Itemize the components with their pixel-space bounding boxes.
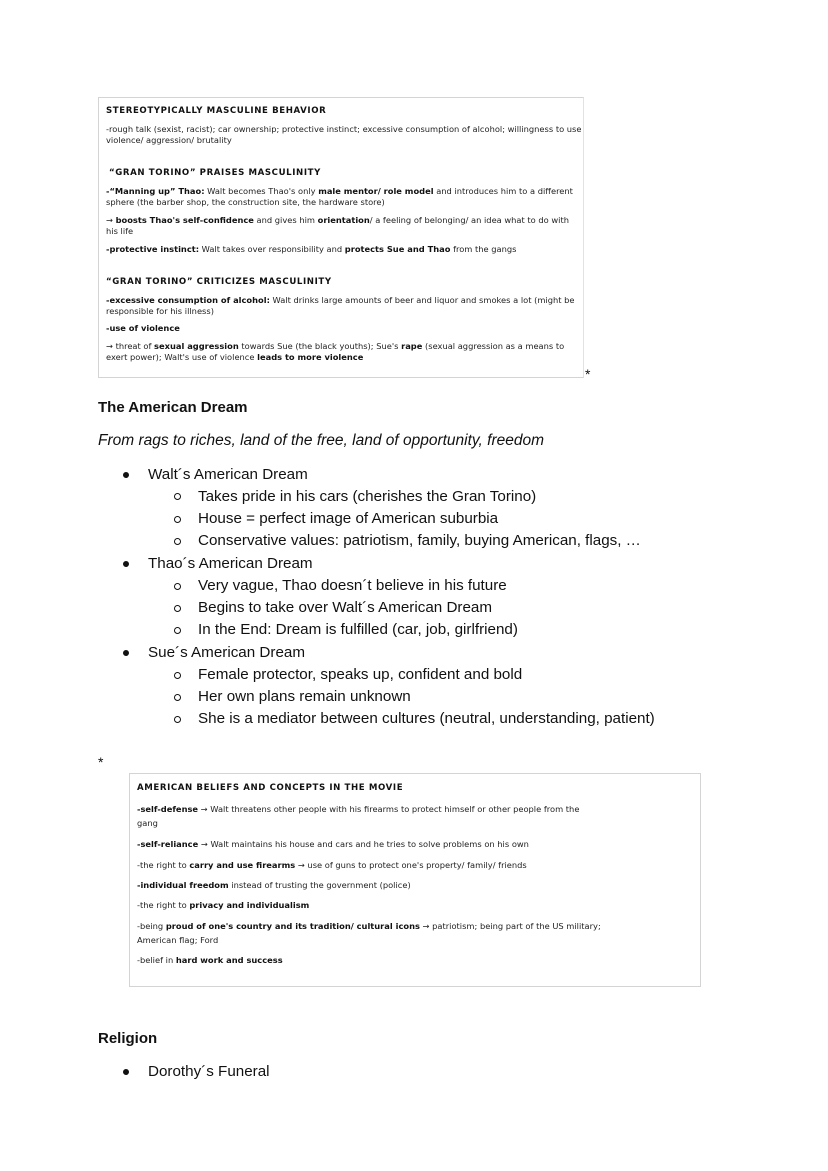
sub-list-item: Female protector, speaks up, confident and bold [198,666,523,683]
sub-list-item: House = perfect image of American suburbia [198,510,499,527]
circle-bullet-icon [174,493,181,500]
list-item-walt: Walt´s American Dream [148,466,308,483]
box-text: his life [106,226,134,236]
sub-list-item: Very vague, Thao doesn´t believe in his future [198,577,507,594]
bullet-icon [123,1069,129,1075]
box-text: -individual freedom instead of trusting the government (police) [137,880,411,890]
box-text: gang [137,818,158,828]
box-text: -self-defense → Walt threatens other people with his firearms to protect himself or other people from the [137,804,580,814]
sub-list-item: Her own plans remain unknown [198,688,411,705]
list-item-sue: Sue´s American Dream [148,644,305,661]
circle-bullet-icon [174,538,181,545]
sub-list-item: In the End: Dream is fulfilled (car, job, girlfriend) [198,621,518,638]
box-text: -being proud of one's country and its tradition/ cultural icons → patriotism; being part of the US military; [137,921,601,931]
box-heading-masculine-behavior: STEREOTYPICALLY MASCULINE BEHAVIOR [106,106,327,116]
section-subtitle: From rags to riches, land of the free, land of opportunity, freedom [98,432,544,449]
bullet-icon [123,650,129,656]
box-text: → threat of sexual aggression towards Sue (the black youths); Sue's rape (sexual aggression as a means to [106,341,565,351]
box-text: -use of violence [106,323,180,333]
box-text: sphere (the barber shop, the construction site, the hardware store) [106,197,385,207]
asterisk-marker: * [585,366,591,382]
section-heading-american-dream: The American Dream [98,399,248,416]
circle-bullet-icon [174,672,181,679]
box-text: American flag; Ford [137,935,219,945]
box-text: -rough talk (sexist, racist); car ownership; protective instinct; excessive consumption of alcohol; willingness to use [106,124,582,134]
circle-bullet-icon [174,716,181,723]
circle-bullet-icon [174,605,181,612]
box-heading-american-beliefs: AMERICAN BELIEFS AND CONCEPTS IN THE MOVIE [137,783,404,793]
box-text: responsible for his illness) [106,306,214,316]
bullet-icon [123,561,129,567]
sub-list-item: Takes pride in his cars (cherishes the Gran Torino) [198,488,537,505]
circle-bullet-icon [174,694,181,701]
circle-bullet-icon [174,627,181,634]
sub-list-item: She is a mediator between cultures (neutral, understanding, patient) [198,710,655,727]
box-text: -the right to privacy and individualism [137,900,310,910]
box-text: -the right to carry and use firearms → use of guns to protect one's property/ family/ friends [137,860,527,870]
box-text: -excessive consumption of alcohol: Walt drinks large amounts of beer and liquor and smokes a lot (might be [106,295,575,305]
asterisk-marker: * [98,754,104,770]
box-heading-praises: “GRAN TORINO” PRAISES MASCULINITY [109,168,321,178]
section-heading-religion: Religion [98,1030,158,1047]
list-item-thao: Thao´s American Dream [148,555,313,572]
circle-bullet-icon [174,583,181,590]
box-text: → boosts Thao's self-confidence and gives him orientation/ a feeling of belonging/ an idea what to do with [106,215,569,225]
box-text: -“Manning up” Thao: Walt becomes Thao's only male mentor/ role model and introduces him to a different [106,186,573,196]
list-item-dorothys-funeral: Dorothy´s Funeral [148,1063,270,1080]
box-text: violence/ aggression/ brutality [106,135,232,145]
box-heading-criticizes: “GRAN TORINO” CRITICIZES MASCULINITY [106,277,332,287]
bullet-icon [123,472,129,478]
box-text: -self-reliance → Walt maintains his house and cars and he tries to solve problems on his own [137,839,529,849]
sub-list-item: Conservative values: patriotism, family, buying American, flags, … [198,532,641,549]
circle-bullet-icon [174,516,181,523]
box-text: -protective instinct: Walt takes over responsibility and protects Sue and Thao from the gangs [106,244,517,254]
sub-list-item: Begins to take over Walt´s American Dream [198,599,493,616]
box-text: exert power); Walt's use of violence leads to more violence [106,352,364,362]
box-text: -belief in hard work and success [137,955,283,965]
